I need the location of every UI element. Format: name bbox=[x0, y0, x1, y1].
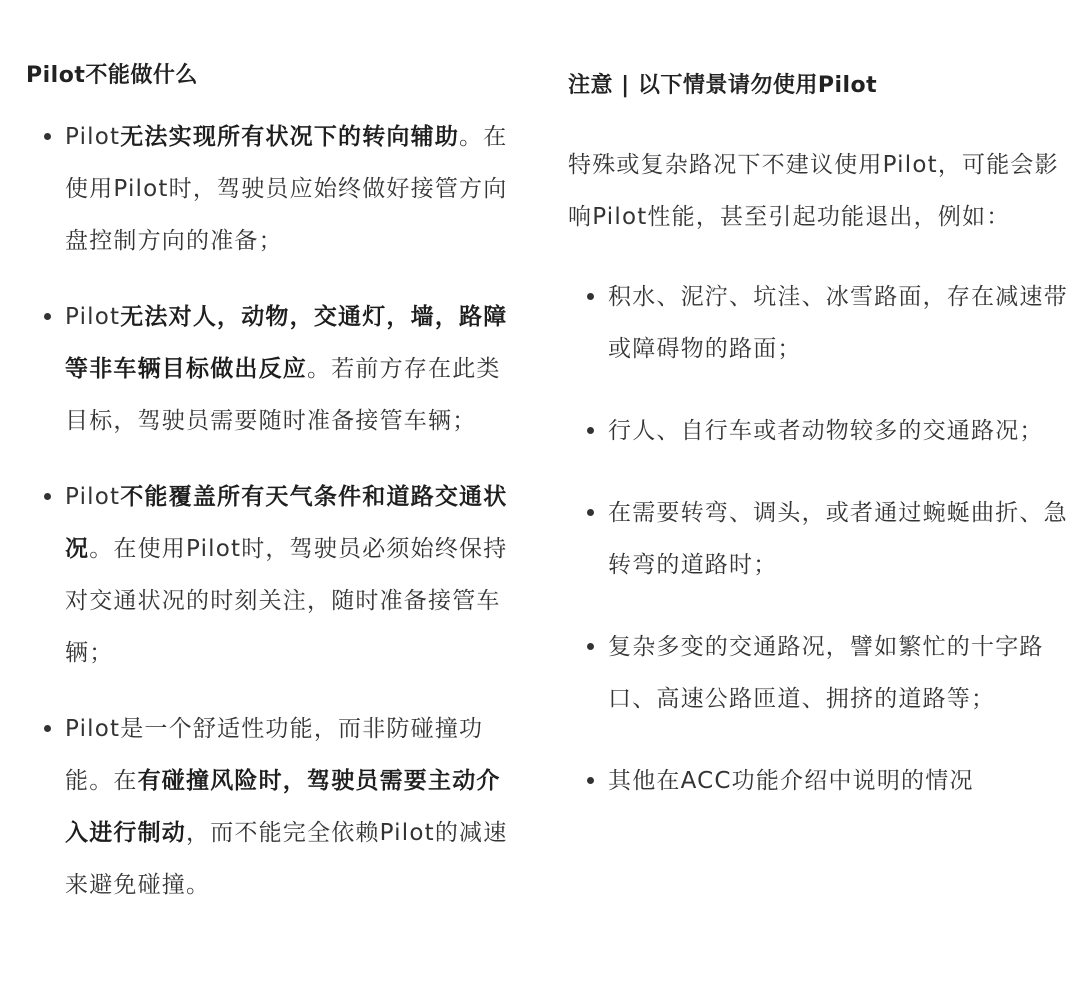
item-text: 其他在ACC功能介绍中说明的情况 bbox=[608, 768, 974, 794]
bullet-dot-icon bbox=[44, 725, 51, 732]
item-text-prefix: Pilot bbox=[65, 124, 121, 150]
list-item bbox=[26, 471, 516, 679]
bullet-dot-icon bbox=[587, 509, 594, 516]
item-bold-text: 无法对人，动物，交通灯，墙，路障等非车辆目标做出反应 bbox=[65, 304, 508, 382]
item-text-prefix: Pilot bbox=[65, 304, 121, 330]
list-item bbox=[26, 291, 516, 447]
right-intro-paragraph: 特殊或复杂路况下不建议使用Pilot，可能会影响Pilot性能，甚至引起功能退出，例如： bbox=[568, 152, 1059, 230]
left-heading: Pilot不能做什么 bbox=[26, 63, 198, 88]
bullet-dot-icon bbox=[44, 493, 51, 500]
list-item bbox=[568, 405, 1068, 457]
item-text-rest: 。在使用Pilot时，驾驶员应始终做好接管方向盘控制方向的准备； bbox=[65, 124, 508, 254]
list-item bbox=[568, 621, 1068, 725]
list-item bbox=[568, 487, 1068, 591]
bullet-dot-icon bbox=[587, 293, 594, 300]
bullet-dot-icon bbox=[587, 643, 594, 650]
left-limitations-list bbox=[26, 111, 516, 911]
right-scenarios-list bbox=[568, 271, 1068, 807]
bullet-dot-icon bbox=[587, 777, 594, 784]
item-bold-text: 无法实现所有状况下的转向辅助 bbox=[120, 124, 460, 150]
item-text: 在需要转弯、调头，或者通过蜿蜒曲折、急转弯的道路时； bbox=[608, 500, 1068, 578]
right-column bbox=[568, 0, 1068, 837]
bullet-dot-icon bbox=[44, 133, 51, 140]
list-item bbox=[26, 703, 516, 911]
item-text-rest: ，而不能完全依赖Pilot的减速来避免碰撞。 bbox=[65, 820, 508, 898]
bullet-dot-icon bbox=[587, 427, 594, 434]
item-text: 积水、泥泞、坑洼、冰雪路面，存在减速带或障碍物的路面； bbox=[608, 284, 1068, 362]
item-text: 复杂多变的交通路况，譬如繁忙的十字路口、高速公路匝道、拥挤的道路等； bbox=[608, 634, 1044, 712]
item-text-prefix: Pilot bbox=[65, 484, 121, 510]
list-item bbox=[568, 755, 1068, 807]
list-item bbox=[26, 111, 516, 267]
item-text-prefix: Pilot是一个舒适性功能，而非防碰撞功能。在 bbox=[65, 716, 484, 794]
item-bold-text: 不能覆盖所有天气条件和道路交通状况 bbox=[65, 484, 508, 562]
item-text: 行人、自行车或者动物较多的交通路况； bbox=[608, 418, 1044, 444]
left-column bbox=[26, 0, 516, 935]
item-text-rest: 。在使用Pilot时，驾驶员必须始终保持对交通状况的时刻关注，随时准备接管车辆； bbox=[65, 536, 508, 666]
bullet-dot-icon bbox=[44, 313, 51, 320]
item-text-rest: 。若前方存在此类目标，驾驶员需要随时准备接管车辆； bbox=[65, 356, 501, 434]
right-heading: 注意 | 以下情景请勿使用Pilot bbox=[568, 73, 878, 98]
list-item bbox=[568, 271, 1068, 375]
item-bold-text: 有碰撞风险时，驾驶员需要主动介入进行制动 bbox=[65, 768, 501, 846]
